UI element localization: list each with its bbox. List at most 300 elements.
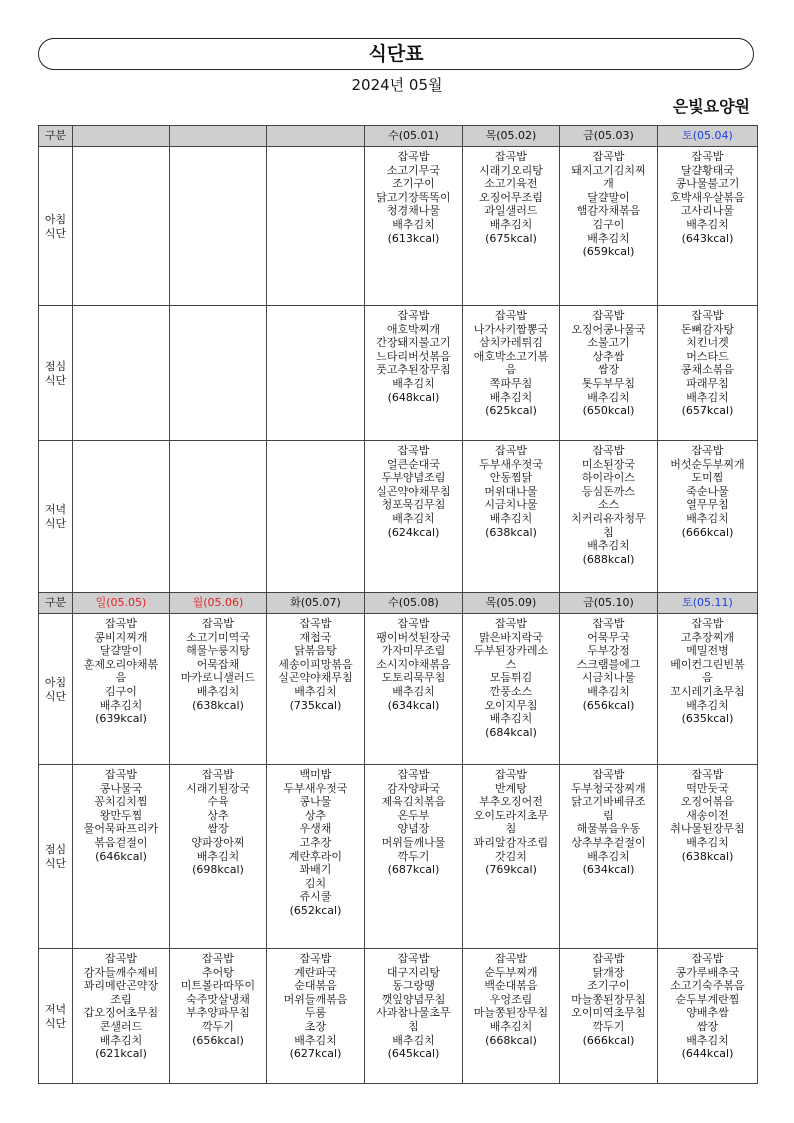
menu-item: 대구지리탕 — [386, 965, 441, 979]
menu-item: (621kcal) — [95, 1047, 147, 1061]
menu-item: 부추양파무침 — [186, 1006, 250, 1020]
menu-item: 미소된장국 — [581, 457, 636, 471]
menu-item: 콩비지찌개 — [94, 630, 148, 644]
menu-item: 잡곡밥 — [202, 952, 234, 965]
meal-label-text: 아침 — [44, 212, 67, 226]
menu-item: 우생채 — [299, 822, 332, 836]
menu-item: 실곤약야채무침 — [376, 484, 451, 498]
menu-item: 파래무침 — [686, 376, 729, 390]
menu-cell — [365, 147, 463, 306]
menu-item: (643kcal) — [681, 231, 734, 245]
menu-item: 배추김치 — [489, 1019, 533, 1033]
menu-item: (638kcal) — [485, 525, 537, 539]
menu-item: (638kcal) — [681, 849, 734, 863]
menu-item: 잡곡밥 — [105, 617, 137, 630]
menu-item: 양파장아찌 — [191, 835, 245, 849]
header-label-cell: 구분 — [39, 593, 73, 614]
menu-item: 콩채소볶음 — [680, 363, 735, 377]
menu-item: 애호박찌개 — [386, 322, 441, 336]
menu-item: 달걀말이 — [587, 190, 630, 204]
breakfast-row — [39, 614, 758, 765]
menu-item: (624kcal) — [387, 525, 440, 539]
menu-item: 두부양념조림 — [381, 471, 446, 485]
menu-cell — [365, 949, 463, 1084]
menu-item: 잡곡밥 — [592, 444, 625, 457]
menu-item: 꽈리알감자조림 — [473, 835, 549, 849]
date-header-cell: 수(05.08) — [365, 593, 463, 614]
date-header-cell: 토(05.11) — [658, 593, 758, 614]
menu-item: 쌈장 — [696, 1019, 719, 1033]
menu-item: 맑은바지락국 — [479, 630, 543, 644]
menu-item: 메밀전병 — [686, 644, 729, 658]
menu-item: 잡곡밥 — [397, 150, 430, 163]
menu-item: 소불고기 — [587, 336, 630, 350]
menu-cell — [267, 147, 365, 306]
breakfast-row — [39, 147, 758, 306]
menu-item: 두부새우젓국 — [283, 781, 348, 795]
menu-item: 깍두기 — [202, 1019, 234, 1033]
menu-item: 배추김치 — [686, 217, 729, 231]
menu-cell — [658, 441, 758, 593]
meal-label-text: 점심 — [44, 843, 67, 857]
menu-item: 떡만둣국 — [686, 781, 729, 795]
date-header-cell: 일(05.05) — [73, 593, 170, 614]
menu-cell — [73, 441, 170, 593]
menu-cell — [73, 306, 170, 441]
menu-item: (666kcal) — [582, 1033, 635, 1047]
menu-item: (648kcal) — [387, 390, 440, 404]
menu-item: 배추김치 — [686, 835, 729, 849]
period-label: 2024년 05월 — [351, 76, 443, 94]
menu-item: 잡곡밥 — [691, 309, 724, 322]
meal-label-text: 식단 — [44, 1016, 67, 1030]
menu-item: 두부청국장찌개 — [571, 781, 646, 795]
menu-item: 왕만두찜 — [99, 808, 143, 822]
breakfast-label-cell — [39, 614, 73, 765]
menu-cell — [365, 441, 463, 593]
menu-item: (656kcal) — [582, 698, 635, 712]
lunch-row — [39, 765, 758, 949]
date-header-cell: 월(05.06) — [170, 593, 267, 614]
menu-cell — [73, 765, 170, 949]
menu-item: (687kcal) — [387, 863, 440, 877]
menu-item: 과일샐러드 — [484, 204, 538, 218]
menu-item: 애호박소고기볶 — [473, 349, 549, 363]
menu-item: 어묵잡채 — [196, 657, 240, 671]
date-header-cell: 목(05.09) — [463, 593, 560, 614]
menu-item: 배추김치 — [392, 511, 435, 525]
menu-item: 잡곡밥 — [691, 952, 724, 965]
menu-item: 감자들깨수제비 — [83, 965, 159, 979]
menu-item: 갓김치 — [495, 849, 527, 863]
menu-item: 배추김치 — [99, 698, 143, 712]
menu-item: 오이도라지초무 — [473, 808, 549, 822]
menu-item: 배추김치 — [686, 390, 729, 404]
organization-name: 은빛요양원 — [672, 97, 750, 116]
menu-item: 배추김치 — [686, 698, 729, 712]
menu-cell — [170, 614, 267, 765]
lunch-label-cell — [39, 765, 73, 949]
date-header-cell — [267, 126, 365, 147]
lunch-row — [39, 306, 758, 441]
menu-item: 쌈장 — [597, 363, 620, 377]
menu-item: 잡곡밥 — [495, 768, 527, 781]
menu-item: 안동찜닭 — [489, 471, 533, 485]
menu-item: 하이라이스 — [581, 471, 636, 485]
menu-item: (644kcal) — [681, 1047, 734, 1061]
menu-item: 잡곡밥 — [592, 768, 625, 781]
menu-item: 베이컨그린빈볶 — [670, 657, 745, 671]
menu-cell — [267, 441, 365, 593]
menu-item: 머위들깨나물 — [381, 835, 446, 849]
menu-item: 오징어볶음 — [680, 795, 735, 809]
menu-item: (666kcal) — [681, 525, 734, 539]
menu-item: 잡곡밥 — [397, 617, 430, 630]
menu-item: 추어탕 — [202, 965, 234, 979]
menu-item: 오이지무침 — [484, 698, 538, 712]
menu-item: 잡곡밥 — [495, 952, 527, 965]
menu-item: 양념장 — [397, 822, 430, 836]
menu-item: 갑오징어초무침 — [83, 1006, 159, 1020]
meal-label-text: 식단 — [44, 857, 67, 870]
menu-item: 두부강정 — [587, 644, 630, 658]
menu-item: 고사리나물 — [680, 204, 735, 218]
menu-item: 스크램블에그 — [576, 657, 641, 671]
menu-cell — [560, 614, 658, 765]
meal-label-text: 저녁 — [44, 1002, 67, 1016]
menu-item: 배추김치 — [587, 390, 630, 404]
menu-item: 간장돼지불고기 — [376, 336, 451, 350]
date-header-cell: 수(05.01) — [365, 126, 463, 147]
menu-cell — [170, 765, 267, 949]
menu-item: 두부된장카레소 — [473, 644, 549, 658]
dinner-label-cell — [39, 441, 73, 593]
menu-item: 잡곡밥 — [691, 617, 724, 630]
menu-item: 쌈장 — [207, 822, 229, 836]
menu-item: 풋고추된장무침 — [376, 363, 451, 377]
menu-item: 초장 — [304, 1019, 327, 1033]
menu-item: 침 — [505, 822, 517, 836]
menu-cell — [560, 306, 658, 441]
menu-item: 닭고기바베큐조 — [571, 795, 646, 809]
menu-item: 삼치카레튀김 — [479, 336, 543, 350]
menu-cell — [463, 147, 560, 306]
menu-item: 조림 — [110, 992, 132, 1006]
menu-item: 소시지야채볶음 — [376, 657, 451, 671]
meal-label-text: 식단 — [44, 517, 67, 530]
menu-item: 순두부찌개 — [484, 965, 538, 979]
menu-item: 배추김치 — [489, 511, 533, 525]
dinner-row — [39, 441, 758, 593]
menu-item: 침 — [603, 525, 614, 539]
menu-item: 배추김치 — [587, 539, 630, 553]
menu-item: 잡곡밥 — [691, 768, 724, 781]
menu-item: 팽이버섯된장국 — [376, 630, 451, 644]
date-header-row — [39, 593, 758, 614]
menu-item: 머스타드 — [686, 349, 729, 363]
menu-item: (769kcal) — [485, 863, 537, 877]
menu-cell — [365, 614, 463, 765]
menu-item: 잡곡밥 — [397, 952, 430, 965]
menu-item: 머위들깨볶음 — [283, 992, 348, 1006]
menu-cell — [658, 765, 758, 949]
menu-item: 청포묵김무침 — [381, 498, 446, 512]
menu-item: 고추장찌개 — [680, 630, 735, 644]
menu-item: 잡곡밥 — [397, 444, 430, 457]
menu-item: 열무무침 — [686, 498, 729, 512]
menu-item: 숙주맛살냉채 — [186, 992, 250, 1006]
menu-item: 배추김치 — [489, 390, 533, 404]
menu-item: 음 — [702, 671, 713, 685]
menu-cell — [658, 614, 758, 765]
menu-item: 잡곡밥 — [495, 150, 527, 163]
menu-item: 스 — [505, 657, 517, 671]
menu-item: (656kcal) — [192, 1033, 244, 1047]
menu-item: 부추오징어전 — [479, 795, 543, 809]
menu-item: 소고기무국 — [386, 163, 441, 177]
menu-item: 실곤약야채무침 — [278, 671, 353, 685]
menu-item: 배추김치 — [294, 1033, 337, 1047]
menu-item: 배추김치 — [587, 849, 630, 863]
menu-cell — [73, 614, 170, 765]
menu-item: (645kcal) — [387, 1047, 440, 1061]
menu-item: 백미밥 — [299, 768, 332, 781]
menu-item: 잡곡밥 — [202, 768, 234, 781]
menu-item: 오이미역초무침 — [571, 1006, 646, 1020]
menu-item: 잡곡밥 — [105, 768, 137, 781]
menu-cell — [365, 765, 463, 949]
menu-item: 오징어콩나물국 — [571, 322, 646, 336]
menu-item: 소스 — [597, 498, 620, 512]
menu-cell — [170, 147, 267, 306]
menu-item: 배추김치 — [392, 217, 435, 231]
menu-item: 조기구이 — [392, 177, 435, 191]
menu-item: 조기구이 — [587, 979, 630, 993]
header-label-cell: 구분 — [39, 126, 73, 147]
menu-item: 잡곡밥 — [397, 768, 430, 781]
menu-item: 어묵무국 — [587, 630, 630, 644]
menu-item: 깻잎양념무침 — [381, 992, 446, 1006]
menu-item: 호박새우살볶음 — [670, 190, 745, 204]
menu-item: (688kcal) — [582, 552, 635, 566]
menu-item: 소고기미역국 — [186, 630, 250, 644]
menu-item: 잡곡밥 — [397, 309, 430, 322]
menu-item: 개 — [603, 177, 614, 191]
date-header-cell — [73, 126, 170, 147]
menu-item: 배추김치 — [196, 849, 240, 863]
meal-plan-table — [38, 125, 758, 1084]
lunch-label-cell — [39, 306, 73, 441]
menu-item: 배추김치 — [392, 376, 435, 390]
menu-cell — [267, 765, 365, 949]
menu-item: (634kcal) — [582, 863, 635, 877]
menu-cell — [463, 765, 560, 949]
menu-item: 치커리유자청무 — [571, 511, 646, 525]
menu-item: 깐풍소스 — [489, 684, 533, 698]
meal-label-text: 저녁 — [44, 503, 67, 517]
menu-item: 우엉조림 — [489, 992, 533, 1006]
menu-item: 잡곡밥 — [691, 150, 724, 163]
menu-item: 배추김치 — [686, 511, 729, 525]
menu-item: 계란파국 — [294, 965, 337, 979]
menu-item: 계란후라이 — [288, 849, 343, 863]
breakfast-label-cell — [39, 147, 73, 306]
menu-item: 감자양파국 — [386, 781, 441, 795]
menu-item: (684kcal) — [485, 725, 537, 739]
menu-item: 콘샐러드 — [99, 1019, 143, 1033]
menu-item: 배추김치 — [489, 217, 533, 231]
menu-item: 모듬튀김 — [489, 671, 533, 685]
menu-cell — [658, 147, 758, 306]
menu-item: 오징어무조림 — [479, 190, 543, 204]
menu-cell — [658, 949, 758, 1084]
menu-cell — [560, 147, 658, 306]
menu-item: 두부새우젓국 — [479, 457, 543, 471]
menu-item: 취나물된장무침 — [670, 822, 745, 836]
menu-item: 순대볶음 — [294, 979, 337, 993]
menu-item: (650kcal) — [582, 404, 635, 418]
menu-item: 마늘쫑된장무침 — [473, 1006, 549, 1020]
menu-item: 소고기숙주볶음 — [670, 979, 745, 993]
date-header-cell: 화(05.07) — [267, 593, 365, 614]
menu-item: (675kcal) — [485, 231, 537, 245]
menu-cell — [267, 614, 365, 765]
dinner-row — [39, 949, 758, 1084]
menu-item: (652kcal) — [289, 903, 342, 917]
menu-item: 닭개장 — [592, 965, 625, 979]
menu-item: 배추김치 — [587, 684, 630, 698]
menu-item: 죽순나물 — [686, 484, 729, 498]
menu-item: 꽈배기 — [299, 863, 332, 877]
menu-item: (646kcal) — [95, 849, 147, 863]
menu-item: 배추김치 — [196, 684, 240, 698]
meal-label-text: 점심 — [44, 359, 67, 373]
page-title: 식단표 — [38, 38, 754, 70]
date-header-cell: 금(05.03) — [560, 126, 658, 147]
menu-item: 배추김치 — [686, 1033, 729, 1047]
menu-item: 치킨너겟 — [686, 336, 729, 350]
menu-item: (627kcal) — [289, 1047, 342, 1061]
menu-item: 도토리묵무침 — [381, 671, 446, 685]
menu-item: 소고기육전 — [484, 177, 538, 191]
menu-item: 잡곡밥 — [592, 150, 625, 163]
menu-item: 배추김치 — [392, 1033, 435, 1047]
menu-item: 시래기오리탕 — [479, 163, 543, 177]
menu-item: 상추 — [207, 808, 229, 822]
menu-item: 세송이피망볶음 — [278, 657, 353, 671]
menu-item: 깍두기 — [592, 1019, 625, 1033]
menu-item: (638kcal) — [192, 698, 244, 712]
menu-cell — [560, 949, 658, 1084]
menu-item: 돼지고기김치찌 — [571, 163, 646, 177]
menu-item: 상추쌈 — [592, 349, 625, 363]
menu-item: 사과참나물초무 — [376, 1006, 451, 1020]
menu-item: 잡곡밥 — [105, 952, 137, 965]
menu-item: 마카로니샐러드 — [180, 671, 256, 685]
menu-item: 김구이 — [592, 217, 625, 231]
menu-item: 온두부 — [397, 808, 430, 822]
menu-item: 음 — [115, 671, 127, 685]
meal-label-text: 아침 — [44, 675, 67, 689]
menu-item: 백순대볶음 — [484, 979, 538, 993]
menu-item: 음 — [505, 363, 517, 377]
menu-item: 닭볶음탕 — [294, 644, 337, 658]
menu-item: 잡곡밥 — [495, 309, 527, 322]
menu-item: 잡곡밥 — [202, 617, 234, 630]
menu-item: 도미찜 — [691, 471, 724, 485]
dinner-label-cell — [39, 949, 73, 1084]
menu-cell — [267, 306, 365, 441]
menu-item: (634kcal) — [387, 698, 440, 712]
menu-cell — [463, 614, 560, 765]
menu-item: 양배추쌈 — [686, 1006, 729, 1020]
menu-cell — [170, 306, 267, 441]
menu-item: 콩가루배추국 — [675, 965, 740, 979]
date-header-cell: 금(05.10) — [560, 593, 658, 614]
menu-item: 콩나물불고기 — [675, 177, 740, 191]
menu-item: 새송이전 — [686, 808, 729, 822]
menu-item: 수육 — [207, 795, 229, 809]
menu-item: 두룸 — [304, 1006, 327, 1020]
menu-item: 미트볼라따뚜이 — [180, 979, 256, 993]
menu-item: 청경채나물 — [386, 204, 441, 218]
menu-item: 고추장 — [299, 835, 332, 849]
date-header-row — [39, 126, 758, 147]
menu-item: 침 — [408, 1019, 419, 1033]
menu-cell — [170, 949, 267, 1084]
menu-item: 닭고기장똑똑이 — [376, 190, 451, 204]
menu-item: 잡곡밥 — [299, 617, 332, 630]
menu-item: 시금치나물 — [581, 671, 636, 685]
menu-item: 잡곡밥 — [495, 617, 527, 630]
menu-item: 시금치나물 — [484, 498, 538, 512]
menu-item: 제육김치볶음 — [381, 795, 446, 809]
menu-item: 머위대나물 — [484, 484, 538, 498]
menu-item: 쥬시쿨 — [299, 890, 332, 904]
menu-item: 동그랑땡 — [392, 979, 435, 993]
menu-item: 꽁치김치찜 — [94, 795, 148, 809]
menu-item: 나가사키짬뽕국 — [473, 322, 549, 336]
menu-item: 느타리버섯볶음 — [376, 349, 451, 363]
menu-item: 꽈리메란곤약장 — [83, 979, 159, 993]
menu-item: 버섯순두부찌개 — [670, 457, 745, 471]
menu-item: 등심돈까스 — [581, 484, 636, 498]
menu-cell — [463, 441, 560, 593]
menu-item: 가자미무조림 — [381, 644, 446, 658]
menu-cell — [170, 441, 267, 593]
menu-cell — [560, 765, 658, 949]
menu-item: 상추 — [304, 808, 327, 822]
date-header-cell — [170, 126, 267, 147]
menu-item: 깍두기 — [397, 849, 430, 863]
menu-item: 햄감자채볶음 — [576, 204, 641, 218]
menu-item: 해물누룽지탕 — [186, 644, 250, 658]
menu-item: (613kcal) — [387, 231, 440, 245]
menu-cell — [267, 949, 365, 1084]
menu-item: (657kcal) — [681, 404, 734, 418]
menu-item: (635kcal) — [681, 712, 734, 726]
menu-item: 톳두부무침 — [581, 376, 636, 390]
menu-item: (668kcal) — [485, 1033, 537, 1047]
menu-item: 잡곡밥 — [592, 617, 625, 630]
menu-item: 꼬시레기초무침 — [670, 684, 745, 698]
menu-item: 림 — [603, 808, 614, 822]
menu-item: (659kcal) — [582, 245, 635, 259]
meal-label-text: 식단 — [44, 373, 67, 387]
menu-item: 잡곡밥 — [495, 444, 527, 457]
menu-item: (639kcal) — [95, 712, 147, 726]
menu-cell — [658, 306, 758, 441]
